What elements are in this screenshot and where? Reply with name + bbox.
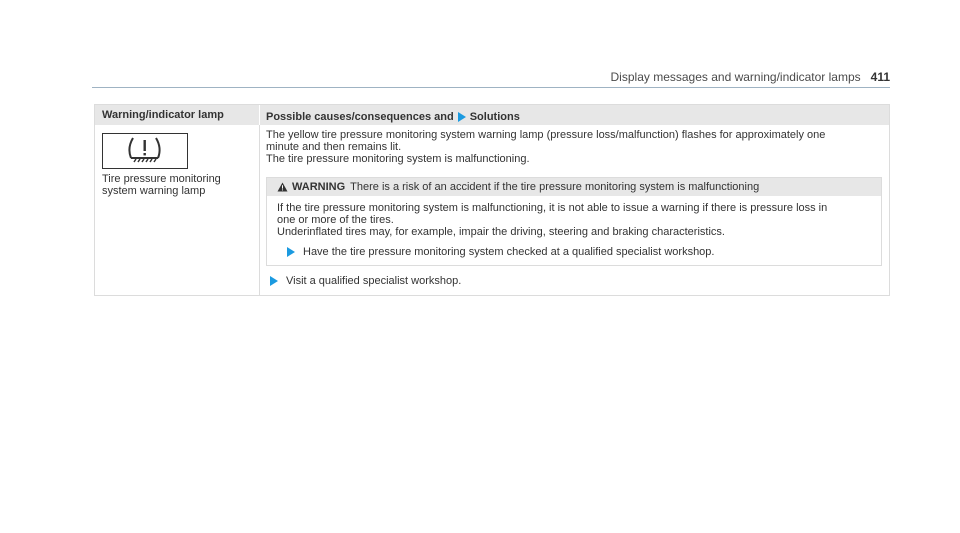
para2: The tire pressure monitoring system is malfunctioning. xyxy=(266,153,530,165)
warning-box xyxy=(266,177,882,266)
warning-body-line1: If the tire pressure monitoring system is malfunctioning, it is not able to issue a warning if there is pressure loss in xyxy=(277,202,828,214)
solution-arrow-icon xyxy=(458,112,466,122)
warning-label: WARNING xyxy=(292,181,346,193)
col-header-causes xyxy=(260,105,889,125)
final-step-text: Visit a qualified specialist workshop. xyxy=(286,275,462,287)
warning-body xyxy=(267,196,881,265)
warning-triangle-icon xyxy=(277,182,288,192)
para1-line1: The yellow tire pressure monitoring system warning lamp (pressure loss/malfunction) flashes for approximately one xyxy=(266,129,826,141)
warning-header xyxy=(267,178,881,196)
table-row xyxy=(95,125,889,295)
para1-line2: minute and then remains lit. xyxy=(266,141,402,153)
causes-cell xyxy=(260,125,889,295)
page-header xyxy=(92,70,890,84)
warning-text: There is a risk of an accident if the tire pressure monitoring system is malfunctioning xyxy=(350,181,760,193)
warning-step xyxy=(277,246,873,258)
final-step xyxy=(266,275,883,287)
lamp-caption xyxy=(102,173,259,197)
step-arrow-icon xyxy=(287,247,295,257)
col-header-solutions-text: Solutions xyxy=(469,111,520,123)
lamp-caption-line2: system warning lamp xyxy=(102,185,206,197)
table-header-row xyxy=(95,105,889,125)
step-arrow-icon xyxy=(270,276,278,286)
col-header-causes-text: Possible causes/consequences and xyxy=(266,111,454,123)
warning-step-text: Have the tire pressure monitoring system checked at a qualified specialist workshop. xyxy=(303,246,715,258)
page-number: 411 xyxy=(870,70,890,84)
tire-pressure-warning-icon xyxy=(102,133,188,169)
lamp-cell xyxy=(95,125,260,295)
header-title: Display messages and warning/indicator lamps xyxy=(610,70,861,84)
warning-body-line3: Underinflated tires may, for example, impair the driving, steering and braking characteristics. xyxy=(277,226,725,238)
warning-body-line2: one or more of the tires. xyxy=(277,214,394,226)
warning-lamp-table xyxy=(94,104,890,296)
lamp-caption-line1: Tire pressure monitoring xyxy=(102,173,221,185)
col-header-lamp: Warning/indicator lamp xyxy=(102,109,224,121)
header-divider xyxy=(92,87,890,88)
